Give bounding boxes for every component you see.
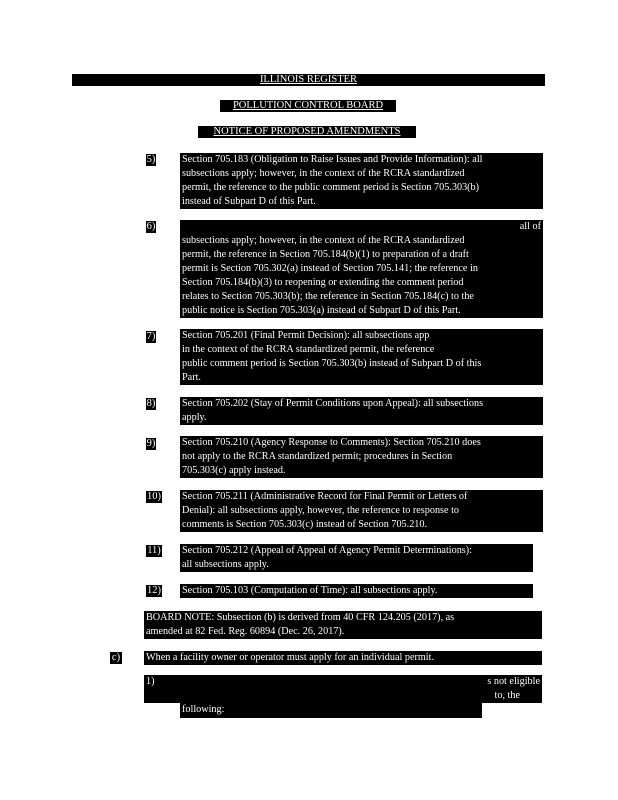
item-line: Section 705.184(b)(3) to reopening or extending the comment period [182, 277, 464, 288]
item-line: subsections apply; however, in the context of the RCRA standardized [182, 168, 465, 179]
board-note [144, 611, 542, 639]
item-line: Section 705.183 (Obligation to Raise Issues and Provide Information): all [182, 154, 483, 165]
item-text [180, 584, 533, 598]
item-line [182, 220, 541, 234]
item-line: Section 705.202 (Stay of Permit Conditions upon Appeal): all subsections [182, 398, 484, 409]
notice-title: NOTICE OF PROPOSED AMENDMENTS [213, 126, 401, 137]
item-number: 6) [146, 221, 156, 232]
register-header [72, 74, 545, 86]
item-line: comments is Section 705.303(c) instead of Section 705.210. [182, 519, 428, 530]
item-text [180, 544, 533, 572]
subsection-text [180, 703, 482, 718]
item-line: not apply to the RCRA standardized permit; procedures in Section [182, 451, 453, 462]
subsection-text [144, 675, 542, 703]
item-number: 12) [147, 585, 161, 596]
item-line: instead of Subpart D of this Part. [182, 196, 316, 207]
item-number: 10) [147, 491, 161, 502]
item-line: permit, the reference in Section 705.184(b)(1) to preparation of a draft [182, 249, 469, 260]
item-line: Section 705.103 (Computation of Time): all subsections apply. [182, 585, 438, 596]
item-number: 8) [146, 398, 156, 409]
item-line-tail: all of [519, 221, 541, 232]
item-line: all subsections apply. [182, 559, 269, 570]
notice-header [198, 126, 416, 138]
item-line: subsections apply; however, in the context of the RCRA standardized [182, 235, 465, 246]
item-number: 5) [146, 154, 156, 165]
item-line: in the context of the RCRA standardized permit, the reference [182, 344, 435, 355]
item-number: 9) [146, 438, 156, 449]
section-line: When a facility owner or operator must apply for an individual permit. [146, 652, 434, 663]
item-number: 7) [146, 331, 156, 342]
item-text [180, 490, 543, 532]
item-text [180, 397, 543, 425]
item-text [180, 220, 543, 318]
item-line: public notice is Section 705.303(a) instead of Subpart D of this Part. [182, 305, 461, 316]
item-text [180, 436, 543, 478]
register-title: ILLINOIS REGISTER [259, 74, 358, 85]
subsection-line [146, 675, 540, 689]
board-header [220, 100, 396, 112]
subsection-tail: s not eligible [487, 676, 540, 687]
item-line: relates to Section 705.303(b); the reference in Section 705.184(c) to the [182, 291, 474, 302]
board-note-line: BOARD NOTE: Subsection (b) is derived from 40 CFR 124.205 (2017), as [146, 612, 455, 623]
item-line: Section 705.201 (Final Permit Decision): all subsections app [182, 330, 430, 341]
item-line: public comment period is Section 705.303(b) instead of Subpart D of this [182, 358, 482, 369]
item-line: Section 705.211 (Administrative Record for Final Permit or Letters of [182, 491, 468, 502]
item-line: Section 705.210 (Agency Response to Comments): Section 705.210 does [182, 437, 481, 448]
item-line: apply. [182, 412, 207, 423]
item-line: Denial): all subsections apply, however, the reference to response to [182, 505, 460, 516]
subsection-number: 1) [146, 676, 155, 687]
item-line: Part. [182, 372, 201, 383]
subsection-line: following: [182, 704, 225, 715]
item-line: permit, the reference to the public comment period is Section 705.303(b) [182, 182, 480, 193]
item-text [180, 329, 543, 385]
section-number: c) [111, 652, 121, 663]
item-line: permit is Section 705.302(a) instead of Section 705.141; the reference in [182, 263, 478, 274]
item-number: 11) [147, 545, 161, 556]
board-note-line: amended at 82 Fed. Reg. 60894 (Dec. 26, 2017). [146, 626, 345, 637]
item-line: Section 705.212 (Appeal of Appeal of Agency Permit Determinations): [182, 545, 472, 556]
item-line: 705.303(c) apply instead. [182, 465, 286, 476]
section-text [144, 651, 542, 665]
board-title: POLLUTION CONTROL BOARD [232, 100, 384, 111]
subsection-tail: to, the [494, 690, 520, 701]
item-text [180, 153, 543, 209]
